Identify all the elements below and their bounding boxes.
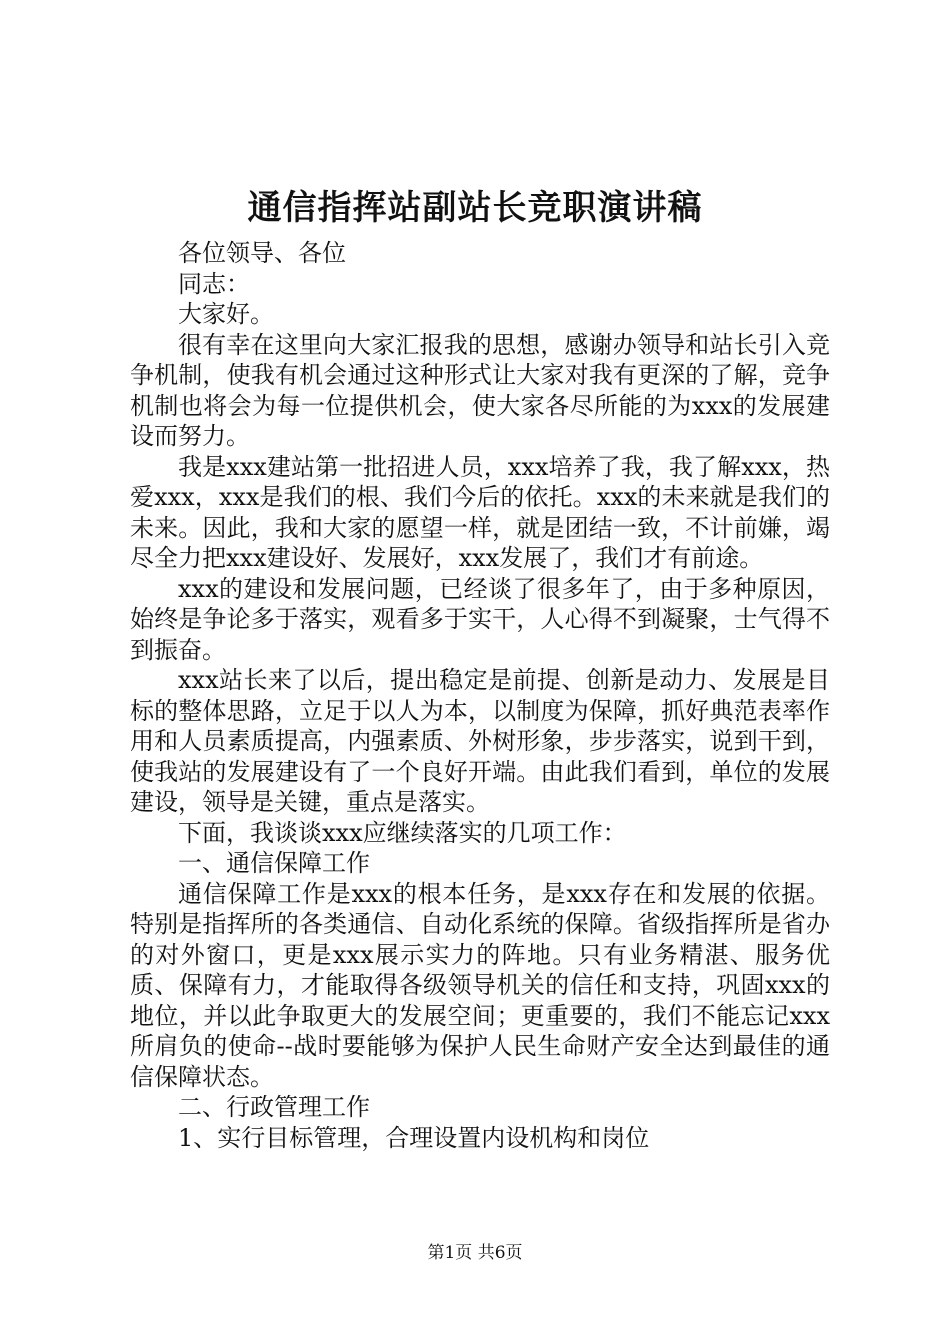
greeting-line-3: 大家好。 [178, 300, 274, 328]
section-heading: 二、行政管理工作 [178, 1093, 370, 1121]
paragraph: 通信保障工作是xxx的根本任务，是xxx存在和发展的依据。特别是指挥所的各类通信、自动化系统的保障。省级指挥所是省办的对外窗口，更是xxx展示实力的阵地。只有业务精湛、服务优质、保障有力，才能取得各级领导机关的信任和支持，巩固xxx的地位，并以此争取更大的发展空间；更重要的，我们不能忘记xxx所肩负的使命--战时要能够为保护人民生命财产安全达到最佳的通信保障状态。 [130, 879, 830, 1091]
paragraph: xxx的建设和发展问题，已经谈了很多年了，由于多种原因，始终是争论多于落实，观看多于实干，人心得不到凝聚，士气得不到振奋。 [130, 574, 830, 664]
paragraph: 我是xxx建站第一批招进人员，xxx培养了我，我了解xxx，热爱xxx，xxx是我们的根、我们今后的依托。xxx的未来就是我们的未来。因此，我和大家的愿望一样，就是团结一致，不计前嫌，竭尽全力把xxx建设好、发展好，xxx发展了，我们才有前途。 [130, 452, 830, 572]
page-footer: 第1页 共6页 [427, 1243, 523, 1263]
document-body [130, 238, 830, 1153]
paragraph: 很有幸在这里向大家汇报我的思想，感谢办领导和站长引入竞争机制，使我有机会通过这种形式让大家对我有更深的了解，竞争机制也将会为每一位提供机会，使大家各尽所能的为xxx的发展建设而努力。 [130, 330, 830, 450]
paragraph: 下面，我谈谈xxx应继续落实的几项工作： [178, 818, 627, 847]
section-heading: 一、通信保障工作 [178, 849, 370, 877]
paragraph: xxx站长来了以后，提出稳定是前提、创新是动力、发展是目标的整体思路，立足于以人为本，以制度为保障，抓好典范表率作用和人员素质提高，内强素质、外树形象，步步落实，说到干到，使我站的发展建设有了一个良好开端。由此我们看到，单位的发展建设，领导是关键，重点是落实。 [130, 666, 830, 816]
greeting-line-1: 各位领导、各位 [178, 239, 346, 267]
document-title: 通信指挥站副站长竞职演讲稿 [247, 188, 703, 228]
greeting-line-2: 同志： [178, 269, 250, 298]
subsection-heading: 1、实行目标管理，合理设置内设机构和岗位 [178, 1123, 650, 1152]
